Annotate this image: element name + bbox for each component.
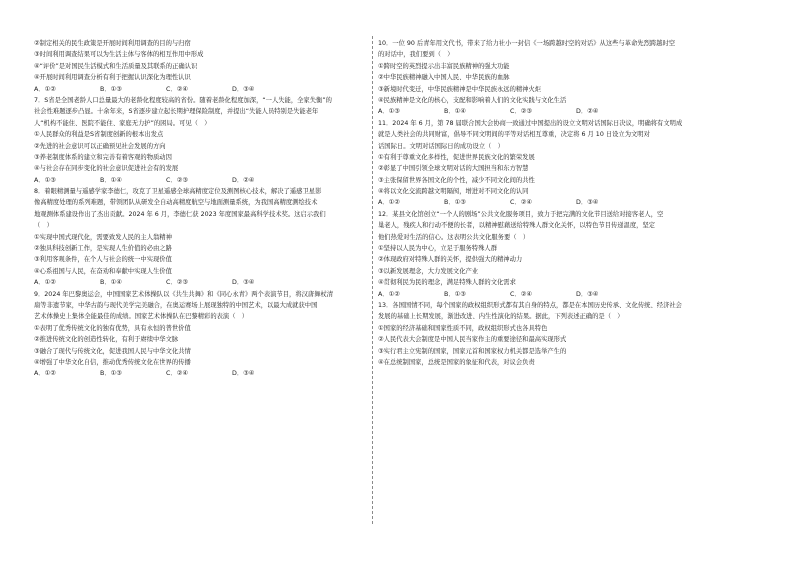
- text-line: 发展的基础上长期发展，渐进改进、内生性演化的结果。据此，下列表述正确的是（ ）: [378, 313, 624, 321]
- text-line: ④在总统制国家，总统是国家的象征和代表，对议会负责: [378, 358, 535, 366]
- answer-option: B．①④: [444, 108, 466, 116]
- text-line: ①有利于尊重文化多样性，促进世界民族文化的繁荣发展: [378, 153, 535, 161]
- text-line: 10．一位 90 后青年用文代书，带来了给力社小一封信《一场跨越时空的对话》从这些与革命先烈跨越时空: [378, 40, 676, 47]
- text-line: ③养老制度体系的建立和完善有着客观的物质动因: [34, 153, 172, 161]
- text-line: 话国际日。文明对话国际日的成功设立（ ）: [378, 142, 504, 150]
- answer-option: B．①③: [444, 290, 466, 298]
- text-line: 13．各国国情不同，每个国家的政权组织形式都有其自身的特点，都是在本国历史传承、文化传统、经济社会: [378, 301, 682, 309]
- text-line: ②独具科技创新工作，是实现人生价值的必由之路: [34, 245, 172, 253]
- text-line: ①人民群众的利益是S省制度创新的根本出发点: [34, 131, 164, 139]
- text-line: ④心系祖国与人民，在奋劝和奉献中实现人生价值: [34, 267, 172, 275]
- answer-option: A．①②: [34, 279, 56, 287]
- text-line: ④贯彻利民为民的理念，满足特殊人群的文化需求: [378, 279, 516, 287]
- text-line: ①跨时空的英烈提示出丰富民族精神的强大功能: [378, 62, 510, 70]
- answer-option: C．②③: [166, 279, 188, 287]
- answer-option: D．③④: [576, 199, 599, 207]
- text-line: ③实行君主立宪制的国家，国家元首和国家权力机关都是选举产生的: [378, 347, 567, 355]
- text-line: ②彰显了中国引领全球文明对话的大国担当和东方智慧: [378, 165, 529, 173]
- text-line: 扇等非遗节家，中华古韵与现代美学完美融合，在奥运赛场上展现独特的中国艺术，以最大成就获中国: [34, 301, 318, 309]
- text-line: ①表明了优秀传统文化的独有优势，具有永恒的普世价值: [34, 324, 191, 332]
- answer-choices: [34, 277, 372, 288]
- text-line: ④增强了中华文化自信，推动优秀传统文化在世界的传播: [34, 358, 191, 366]
- text-line: 12．某县文化馆创立“一个人的剧场”公共文化服务项目，致力于把完满的文化节目送给对接客老人，空: [378, 210, 664, 218]
- text-line: ②先进的社会意识可以正确预见社会发展的方向: [34, 142, 166, 150]
- text-line: ③新境时代变迁，中华民族精神是中华民族永远的精神火炬: [378, 85, 542, 93]
- text-line: ④与社会存在同步变化的社会意识促进社会有的发展: [34, 165, 179, 173]
- text-line: ①国家的经济基础和国家性质不同，政权组织形式也各具特色: [378, 324, 548, 332]
- answer-option: D．③④: [232, 370, 255, 378]
- column-divider: [372, 36, 373, 524]
- text-line: ③融合了现代与传统文化，促进我国人民与中华文化共情: [34, 347, 191, 355]
- text-line: ②制定相关的民生政策是开展时间利用调查的目的与归宿: [34, 40, 191, 47]
- answer-option: C．②③: [166, 176, 188, 184]
- text-line: 巢老人，残疾人和行动不便的长者，以精神慰藉送给特殊人群文化关怀，以特色节目传递温度，坚定: [378, 222, 656, 230]
- text-line: ④将以文化交流跨越文明隔阂，增进对不同文化的认同: [378, 188, 529, 196]
- answer-choices: [378, 197, 716, 208]
- left-column: [34, 38, 372, 380]
- text-line: ④民族精神是文化的核心，支配和影响着人们的文化实践与文化生活: [378, 96, 567, 104]
- text-line: 的对话中，我们要到（ ）: [378, 51, 454, 59]
- text-line: 11．2024 年 6 月，第 78 届联合国大会协商一致通过中国提出的设立文明对话国际日决议，明确将有文明成: [378, 119, 683, 127]
- text-line: ①坚持以人民为中心，立足于服务特殊人群: [378, 245, 497, 253]
- answer-option: A．①②: [34, 85, 56, 93]
- answer-option: C．②④: [166, 85, 188, 93]
- text-line: 艺术体操史上集体全能最佳的成绩。国家艺术体操队在巴黎精彩的表演（ ）: [34, 313, 249, 321]
- text-line: 地观测体系建设作出了杰出贡献。2024 年 6 月，李德仁获 2023 年度国家最高科学技术奖。这启示我们: [34, 210, 326, 218]
- answer-option: D．②④: [576, 108, 599, 116]
- answer-option: C．②④: [166, 370, 188, 378]
- answer-option: D．③④: [576, 290, 599, 298]
- answer-option: A．①②: [34, 370, 56, 378]
- answer-option: A．①③: [34, 176, 56, 184]
- answer-option: A．①③: [378, 108, 400, 116]
- answer-option: C．②③: [510, 108, 532, 116]
- text-line: 社会性难题逐步凸显。十余年来，S省逐步建立起长期护理保险制度，并提出“失能人员特别是失能老年: [34, 108, 319, 116]
- text-line: 7．S省是全国老龄人口总量最大的老龄化程度较高的省份。随着老龄化程度加深，“一人失能，全家失衡”的: [34, 96, 332, 104]
- answer-option: C．②④: [510, 199, 532, 207]
- text-line: ②中华民族精神融入中国人民、中华民族的血脉: [378, 74, 510, 82]
- answer-choices: [34, 175, 372, 186]
- answer-option: B．①③: [444, 199, 466, 207]
- answer-option: B．①③: [100, 85, 122, 93]
- text-line: 他们热爱对生活的信心。这表明公共文化服务要（ ）: [378, 233, 530, 241]
- text-line: ③主张保留世界各国文化的个性，减少不同文化间的共性: [378, 176, 535, 184]
- text-line: ②推进传统文化的创造性转化，有利于赓续中华文脉: [34, 336, 179, 344]
- answer-option: B．①③: [100, 370, 122, 378]
- text-line: 9．2024 年巴黎奥运会，中国国家艺术体操队以《共生共舞》和《同心永青》两个表演节目，将汉唐舞杖清: [34, 290, 334, 298]
- text-line: ②人民代表大会制度是中国人民当家作主的重要途径和最高实现形式: [378, 336, 567, 344]
- text-line: 像高精度处理的系列难题，带领团队从研发全自动高精度航空与地面测量系统，为我国高精度测绘技术: [34, 199, 318, 207]
- text-line: ③以新发展理念，大力发展文化产业: [378, 267, 479, 275]
- answer-choices: [378, 289, 716, 300]
- text-line: ③时间利用调查结果可以为生活主体与客体的相互作用中形成: [34, 51, 204, 59]
- answer-choices: [378, 106, 716, 117]
- answer-option: A．①②: [378, 199, 400, 207]
- answer-option: D．③④: [232, 85, 255, 93]
- text-line: 8．着眼精测量与遥感学家李德仁，攻克了卫星遥感全球高精度定位及测图核心技术，解决了遥感卫星影: [34, 188, 322, 196]
- answer-option: B．①④: [100, 176, 122, 184]
- text-line: ③利用客观条件，在个人与社会的统一中实现价值: [34, 256, 172, 264]
- answer-option: C．②④: [510, 290, 532, 298]
- text-line: ④“评价”是对国民生活模式和生活质量及其联系的正确认识: [34, 62, 198, 70]
- answer-option: D．②④: [232, 176, 255, 184]
- text-line: ①实现中国式现代化，需要致发人民的主人翁精神: [34, 233, 172, 241]
- answer-choices: [34, 84, 372, 95]
- text-line: ④开展时间利用调查分析有利于把握认识深化为理性认识: [34, 74, 191, 82]
- answer-option: A．①②: [378, 290, 400, 298]
- text-line: ②体现政府对特殊人群的关怀，提供强大的精神动力: [378, 256, 523, 264]
- text-line: 就是人类社会的共同财富，倡导不同文明间的平等对话相互尊重，决定将 6 月 10 日设立为文明对: [378, 131, 650, 139]
- text-line: （ ）: [34, 222, 53, 230]
- answer-choices: [34, 368, 372, 379]
- text-line: 人“机构不能住、医院不能住、家庭无力护”的困局。可见（ ）: [34, 119, 211, 127]
- answer-option: B．①④: [100, 279, 122, 287]
- right-column: [378, 38, 716, 368]
- answer-option: D．③④: [232, 279, 255, 287]
